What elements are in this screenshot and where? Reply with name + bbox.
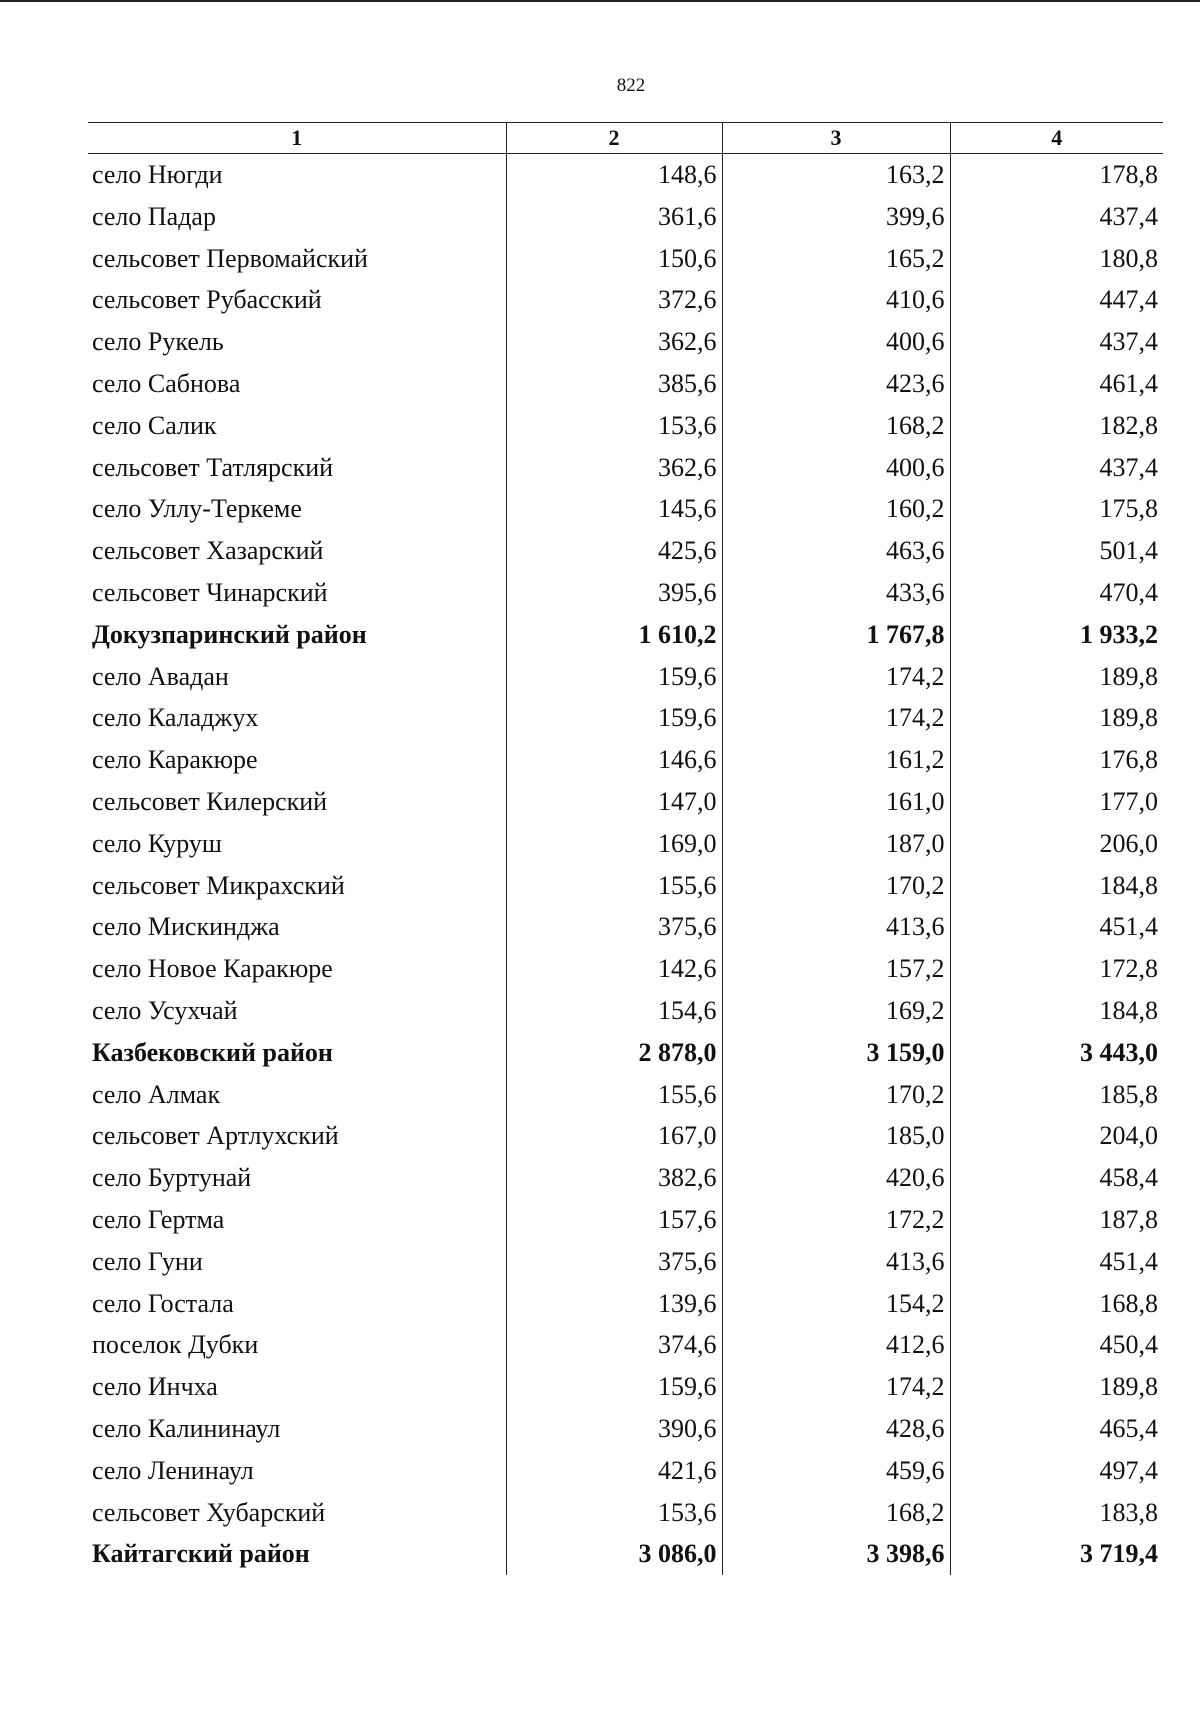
value-col2-cell: 150,6	[506, 238, 722, 280]
value-col3-cell: 168,2	[722, 1492, 950, 1534]
settlement-name-cell: село Калининаул	[92, 1413, 281, 1443]
value-col4-cell: 187,8	[950, 1199, 1163, 1241]
table-row	[88, 990, 1163, 1032]
table-row	[88, 906, 1163, 948]
value-col3-cell: 1 767,8	[722, 614, 950, 656]
settlement-name-cell: село Каладжух	[92, 703, 259, 733]
value-col3-cell: 423,6	[722, 363, 950, 405]
settlement-name-cell: сельсовет Первомайский	[92, 243, 368, 273]
table-row	[88, 1450, 1163, 1492]
settlement-name-cell: село Мискинджа	[92, 912, 280, 942]
table-row	[88, 1199, 1163, 1241]
value-col3-cell: 3 398,6	[722, 1533, 950, 1575]
value-col4-cell: 497,4	[950, 1450, 1163, 1492]
value-col4-cell: 168,8	[950, 1283, 1163, 1325]
district-total-row	[88, 614, 1163, 656]
value-col3-cell: 3 159,0	[722, 1032, 950, 1074]
settlement-name-cell: сельсовет Рубасский	[92, 285, 322, 315]
value-col3-cell: 174,2	[722, 1366, 950, 1408]
table-body	[88, 154, 1163, 1576]
column-header-3: 3	[722, 123, 950, 154]
table-row	[88, 1157, 1163, 1199]
value-col4-cell: 189,8	[950, 697, 1163, 739]
settlement-name-cell: село Падар	[92, 201, 216, 231]
settlement-name-cell: сельсовет Микрахский	[92, 870, 345, 900]
value-col4-cell: 184,8	[950, 990, 1163, 1032]
value-col2-cell: 421,6	[506, 1450, 722, 1492]
value-col4-cell: 175,8	[950, 488, 1163, 530]
table-row	[88, 865, 1163, 907]
table-row	[88, 1324, 1163, 1366]
value-col2-cell: 147,0	[506, 781, 722, 823]
table-row	[88, 488, 1163, 530]
value-col2-cell: 374,6	[506, 1324, 722, 1366]
table-row	[88, 656, 1163, 698]
value-col2-cell: 395,6	[506, 572, 722, 614]
value-col4-cell: 189,8	[950, 1366, 1163, 1408]
value-col2-cell: 154,6	[506, 990, 722, 1032]
district-total-row	[88, 1533, 1163, 1575]
settlement-name-cell: село Гостала	[92, 1288, 234, 1318]
value-col4-cell: 206,0	[950, 823, 1163, 865]
value-col4-cell: 458,4	[950, 1157, 1163, 1199]
value-col2-cell: 361,6	[506, 196, 722, 238]
header-row	[88, 123, 1163, 154]
value-col4-cell: 176,8	[950, 739, 1163, 781]
value-col2-cell: 382,6	[506, 1157, 722, 1199]
settlement-name-cell: село Буртунай	[92, 1163, 252, 1193]
value-col2-cell: 159,6	[506, 1366, 722, 1408]
value-col2-cell: 142,6	[506, 948, 722, 990]
settlement-name-cell: сельсовет Чинарский	[92, 577, 328, 607]
settlement-name-cell: село Уллу-Теркеме	[92, 494, 302, 524]
value-col3-cell: 399,6	[722, 196, 950, 238]
settlement-name-cell: село Усухчай	[92, 995, 238, 1025]
table-row	[88, 697, 1163, 739]
table-row	[88, 1366, 1163, 1408]
value-col3-cell: 413,6	[722, 1241, 950, 1283]
data-table	[88, 122, 1163, 1575]
value-col2-cell: 372,6	[506, 279, 722, 321]
table-row	[88, 1492, 1163, 1534]
value-col4-cell: 3 443,0	[950, 1032, 1163, 1074]
value-col4-cell: 437,4	[950, 447, 1163, 489]
table-row	[88, 447, 1163, 489]
value-col3-cell: 163,2	[722, 154, 950, 196]
settlement-name-cell: сельсовет Артлухский	[92, 1121, 339, 1151]
value-col2-cell: 390,6	[506, 1408, 722, 1450]
table-row	[88, 781, 1163, 823]
value-col2-cell: 1 610,2	[506, 614, 722, 656]
value-col3-cell: 400,6	[722, 321, 950, 363]
table-row	[88, 363, 1163, 405]
table-header	[88, 123, 1163, 154]
value-col4-cell: 172,8	[950, 948, 1163, 990]
table-row	[88, 321, 1163, 363]
value-col2-cell: 148,6	[506, 154, 722, 196]
value-col2-cell: 362,6	[506, 447, 722, 489]
value-col4-cell: 180,8	[950, 238, 1163, 280]
value-col4-cell: 501,4	[950, 530, 1163, 572]
value-col3-cell: 170,2	[722, 865, 950, 907]
value-col2-cell: 167,0	[506, 1115, 722, 1157]
value-col3-cell: 410,6	[722, 279, 950, 321]
value-col3-cell: 428,6	[722, 1408, 950, 1450]
value-col4-cell: 451,4	[950, 906, 1163, 948]
table-row	[88, 530, 1163, 572]
table-row	[88, 572, 1163, 614]
settlement-name-cell: сельсовет Хубарский	[92, 1497, 326, 1527]
table-row	[88, 405, 1163, 447]
value-col2-cell: 157,6	[506, 1199, 722, 1241]
value-col3-cell: 170,2	[722, 1074, 950, 1116]
value-col2-cell: 159,6	[506, 656, 722, 698]
value-col4-cell: 447,4	[950, 279, 1163, 321]
settlement-name-cell: село Инчха	[92, 1372, 218, 1402]
value-col2-cell: 139,6	[506, 1283, 722, 1325]
value-col2-cell: 362,6	[506, 321, 722, 363]
table-row	[88, 1408, 1163, 1450]
value-col4-cell: 1 933,2	[950, 614, 1163, 656]
value-col3-cell: 157,2	[722, 948, 950, 990]
data-table-container	[88, 122, 1163, 1575]
table-row	[88, 823, 1163, 865]
value-col3-cell: 154,2	[722, 1283, 950, 1325]
table-row	[88, 154, 1163, 196]
settlement-name-cell: село Ленинаул	[92, 1455, 254, 1485]
value-col2-cell: 3 086,0	[506, 1533, 722, 1575]
value-col3-cell: 413,6	[722, 906, 950, 948]
value-col4-cell: 451,4	[950, 1241, 1163, 1283]
value-col4-cell: 461,4	[950, 363, 1163, 405]
value-col2-cell: 153,6	[506, 405, 722, 447]
value-col4-cell: 182,8	[950, 405, 1163, 447]
table-row	[88, 1115, 1163, 1157]
value-col3-cell: 185,0	[722, 1115, 950, 1157]
value-col4-cell: 177,0	[950, 781, 1163, 823]
settlement-name-cell: село Новое Каракюре	[92, 954, 333, 984]
value-col4-cell: 184,8	[950, 865, 1163, 907]
value-col3-cell: 459,6	[722, 1450, 950, 1492]
page-number: 822	[616, 75, 646, 96]
settlement-name-cell: сельсовет Килерский	[92, 786, 328, 816]
settlement-name-cell: Казбековский район	[92, 1037, 333, 1067]
settlement-name-cell: Докузпаринский район	[92, 619, 367, 649]
value-col4-cell: 465,4	[950, 1408, 1163, 1450]
value-col2-cell: 2 878,0	[506, 1032, 722, 1074]
column-header-2: 2	[506, 123, 722, 154]
value-col4-cell: 450,4	[950, 1324, 1163, 1366]
value-col4-cell: 204,0	[950, 1115, 1163, 1157]
settlement-name-cell: село Куруш	[92, 828, 222, 858]
settlement-name-cell: село Салик	[92, 410, 217, 440]
value-col4-cell: 189,8	[950, 656, 1163, 698]
district-total-row	[88, 1032, 1163, 1074]
value-col3-cell: 463,6	[722, 530, 950, 572]
table-row	[88, 1074, 1163, 1116]
value-col4-cell: 437,4	[950, 196, 1163, 238]
value-col3-cell: 165,2	[722, 238, 950, 280]
value-col2-cell: 169,0	[506, 823, 722, 865]
settlement-name-cell: село Нюгди	[92, 160, 223, 189]
value-col3-cell: 420,6	[722, 1157, 950, 1199]
value-col4-cell: 437,4	[950, 321, 1163, 363]
value-col2-cell: 385,6	[506, 363, 722, 405]
value-col3-cell: 174,2	[722, 656, 950, 698]
value-col3-cell: 161,0	[722, 781, 950, 823]
value-col3-cell: 174,2	[722, 697, 950, 739]
value-col2-cell: 146,6	[506, 739, 722, 781]
settlement-name-cell: село Гертма	[92, 1204, 225, 1234]
settlement-name-cell: село Каракюре	[92, 745, 258, 775]
settlement-name-cell: поселок Дубки	[92, 1330, 259, 1360]
settlement-name-cell: сельсовет Татлярский	[92, 452, 334, 482]
value-col3-cell: 172,2	[722, 1199, 950, 1241]
value-col2-cell: 155,6	[506, 865, 722, 907]
value-col3-cell: 187,0	[722, 823, 950, 865]
table-row	[88, 279, 1163, 321]
settlement-name-cell: село Рукель	[92, 327, 224, 357]
value-col2-cell: 155,6	[506, 1074, 722, 1116]
table-row	[88, 948, 1163, 990]
value-col4-cell: 3 719,4	[950, 1533, 1163, 1575]
settlement-name-cell: село Гуни	[92, 1246, 203, 1276]
settlement-name-cell: село Сабнова	[92, 368, 241, 398]
top-border-line	[0, 0, 1200, 2]
table-row	[88, 739, 1163, 781]
table-row	[88, 1241, 1163, 1283]
column-header-4: 4	[950, 123, 1163, 154]
value-col2-cell: 153,6	[506, 1492, 722, 1534]
value-col4-cell: 183,8	[950, 1492, 1163, 1534]
table-row	[88, 1283, 1163, 1325]
value-col3-cell: 400,6	[722, 447, 950, 489]
value-col4-cell: 178,8	[950, 154, 1163, 196]
value-col3-cell: 433,6	[722, 572, 950, 614]
value-col4-cell: 470,4	[950, 572, 1163, 614]
table-row	[88, 238, 1163, 280]
value-col2-cell: 375,6	[506, 1241, 722, 1283]
value-col3-cell: 168,2	[722, 405, 950, 447]
settlement-name-cell: Кайтагский район	[92, 1539, 310, 1569]
value-col3-cell: 412,6	[722, 1324, 950, 1366]
value-col3-cell: 169,2	[722, 990, 950, 1032]
value-col2-cell: 425,6	[506, 530, 722, 572]
settlement-name-cell: село Алмак	[92, 1079, 221, 1109]
value-col2-cell: 375,6	[506, 906, 722, 948]
table-row	[88, 196, 1163, 238]
value-col2-cell: 145,6	[506, 488, 722, 530]
value-col3-cell: 160,2	[722, 488, 950, 530]
column-header-1: 1	[88, 123, 506, 154]
settlement-name-cell: сельсовет Хазарский	[92, 536, 324, 566]
value-col2-cell: 159,6	[506, 697, 722, 739]
settlement-name-cell: село Авадан	[92, 661, 229, 691]
value-col4-cell: 185,8	[950, 1074, 1163, 1116]
value-col3-cell: 161,2	[722, 739, 950, 781]
